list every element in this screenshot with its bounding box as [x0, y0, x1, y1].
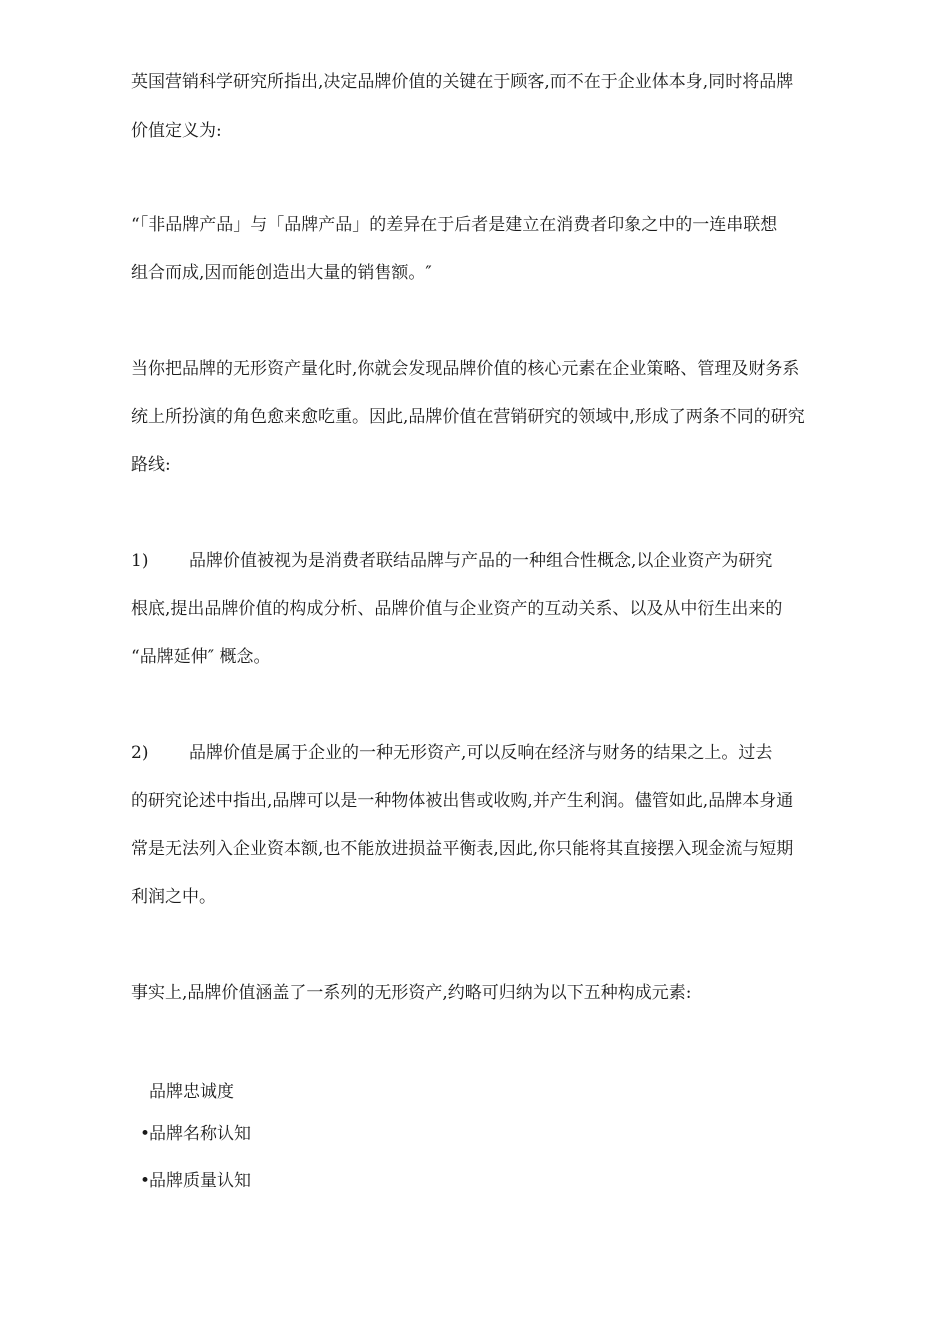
paragraph-1-line-2: 价值定义为: [131, 121, 222, 141]
element-item-2 [140, 1122, 251, 1146]
list-item-1-line-3: “品牌延伸″ 概念。 [131, 647, 271, 667]
list-item-1-line-2: 根底,提出品牌价值的构成分析、品牌价值与企业资产的互动关系、以及从中衍生出来的 [131, 599, 783, 619]
element-item-3 [140, 1169, 251, 1193]
element-label: 品牌质量认知 [149, 1171, 251, 1191]
element-label: 品牌名称认知 [149, 1124, 251, 1144]
element-item-1 [140, 1080, 234, 1104]
list-item-2-line-4: 利润之中。 [131, 887, 216, 907]
paragraph-3-line-1: 事实上,品牌价值涵盖了一系列的无形资产,约略可归纳为以下五种构成元素: [131, 983, 692, 1003]
bullet-marker: • [140, 1171, 151, 1191]
paragraph-1-line-1: 英国营销科学研究所指出,决定品牌价值的关键在于顾客,而不在于企业体本身,同时将品牌 [131, 72, 794, 92]
bullet-marker: • [140, 1124, 151, 1144]
paragraph-2-line-2: 统上所扮演的角色愈来愈吃重。因此,品牌价值在营销研究的领域中,形成了两条不同的研究 [131, 407, 805, 427]
list-item-2-line-3: 常是无法列入企业资本额,也不能放进损益平衡表,因此,你只能将其直接摆入现金流与短期 [131, 839, 794, 859]
element-label: 品牌忠诚度 [149, 1082, 234, 1102]
quote-line-1: “「非品牌产品」与「品牌产品」的差异在于后者是建立在消费者印象之中的一连串联想 [131, 215, 778, 235]
list-item-2-line-2: 的研究论述中指出,品牌可以是一种物体被出售或收购,并产生利润。儘管如此,品牌本身通 [131, 791, 794, 811]
paragraph-2-line-1: 当你把品牌的无形资产量化时,你就会发现品牌价值的核心元素在企业策略、管理及财务系 [131, 359, 800, 379]
list-item-2-number: 2) [131, 743, 149, 763]
paragraph-2-line-3: 路线: [131, 455, 171, 475]
list-item-1-line-1: 品牌价值被视为是消费者联结品牌与产品的一种组合性概念,以企业资产为研究 [189, 551, 773, 571]
list-item-2-line-1: 品牌价值是属于企业的一种无形资产,可以反响在经济与财务的结果之上。过去 [189, 743, 773, 763]
list-item-1-number: 1) [131, 551, 149, 571]
quote-line-2: 组合而成,因而能创造出大量的销售额。″ [131, 263, 432, 283]
